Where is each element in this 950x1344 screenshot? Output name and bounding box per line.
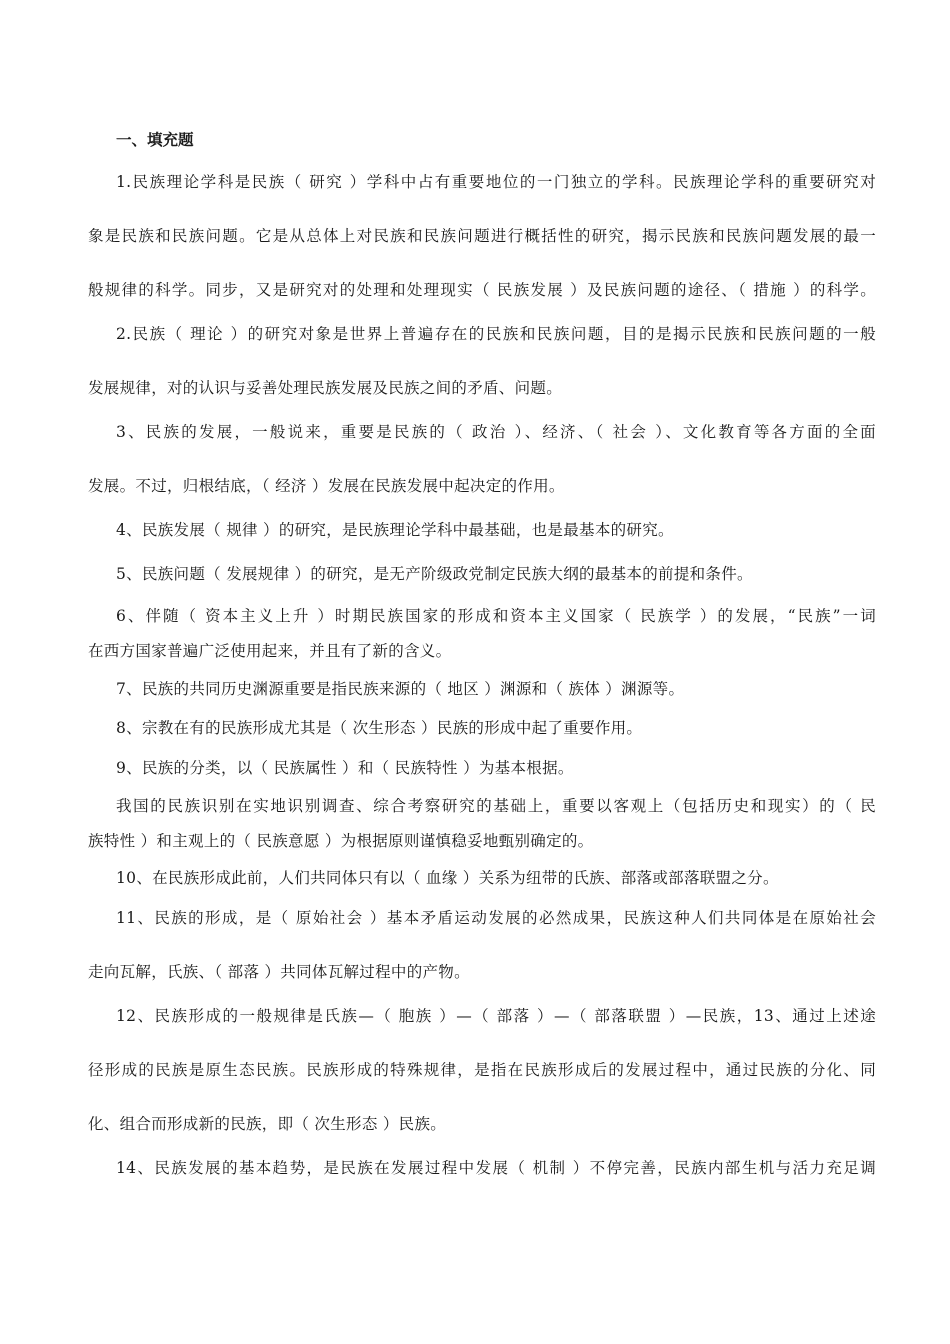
text-line: 3、民族的发展，一般说来，重要是民族的（ 政治 ）、经济、（ 社会 ）、文化教育等各方面的全面 (116, 423, 876, 441)
text-line: 6、伴随（ 资本主义上升 ）时期民族国家的形成和资本主义国家（ 民族学 ）的发展，“民族”一词 (116, 607, 876, 625)
text-line: 族特性 ）和主观上的（ 民族意愿 ）为根据原则谨慎稳妥地甄别确定的。 (88, 832, 594, 850)
text-line: 9、民族的分类，以（ 民族属性 ）和（ 民族特性 ）为基本根据。 (116, 759, 574, 777)
text-line: 般规律的科学。同步，又是研究对的处理和处理现实（ 民族发展 ）及民族问题的途径、（ 措施 ）的科学。 (88, 281, 876, 299)
text-line: 5、民族问题（ 发展规律 ）的研究，是无产阶级政党制定民族大纲的最基本的前提和条件。 (116, 565, 753, 583)
text-line: 1.民族理论学科是民族（ 研究 ）学科中占有重要地位的一门独立的学科。民族理论学科的重要研究对 (116, 173, 876, 191)
text-line: 10、在民族形成此前，人们共同体只有以（ 血缘 ）关系为纽带的氏族、部落或部落联盟之分。 (116, 869, 779, 887)
text-line: 7、民族的共同历史渊源重要是指民族来源的（ 地区 ）渊源和（ 族体 ）渊源等。 (116, 680, 685, 698)
text-line: 12、民族形成的一般规律是氏族—（ 胞族 ）—（ 部落 ）—（ 部落联盟 ）—民族，13、通过上述途 (116, 1007, 876, 1025)
text-line: 2.民族（ 理论 ）的研究对象是世界上普遍存在的民族和民族问题，目的是揭示民族和民族问题的一般 (116, 325, 876, 343)
text-line: 14、民族发展的基本趋势，是民族在发展过程中发展（ 机制 ）不停完善，民族内部生机与活力充足调 (116, 1159, 876, 1177)
text-line: 径形成的民族是原生态民族。民族形成的特殊规律，是指在民族形成后的发展过程中，通过民族的分化、同 (88, 1061, 876, 1079)
text-line: 化、组合而形成新的民族，即（ 次生形态 ）民族。 (88, 1115, 447, 1133)
text-line: 在西方国家普遍广泛使用起来，并且有了新的含义。 (88, 642, 452, 660)
text-line: 走向瓦解，氏族、（ 部落 ）共同体瓦解过程中的产物。 (88, 963, 470, 981)
text-line: 发展。不过，归根结底，（ 经济 ）发展在民族发展中起决定的作用。 (88, 477, 565, 495)
text-line: 4、民族发展（ 规律 ）的研究，是民族理论学科中最基础，也是最基本的研究。 (116, 521, 674, 539)
text-line: 发展规律，对的认识与妥善处理民族发展及民族之间的矛盾、问题。 (88, 379, 563, 397)
text-line: 我国的民族识别在实地识别调查、综合考察研究的基础上，重要以客观上（包括历史和现实）的（ 民 (116, 797, 876, 815)
text-line: 11、民族的形成，是（ 原始社会 ）基本矛盾运动发展的必然成果，民族这种人们共同体是在原始社会 (116, 909, 876, 927)
text-line: 象是民族和民族问题。它是从总体上对民族和民族问题进行概括性的研究，揭示民族和民族问题发展的最一 (88, 227, 876, 245)
section-title: 一、填充题 (116, 131, 194, 149)
text-line: 8、宗教在有的民族形成尤其是（ 次生形态 ）民族的形成中起了重要作用。 (116, 719, 643, 737)
